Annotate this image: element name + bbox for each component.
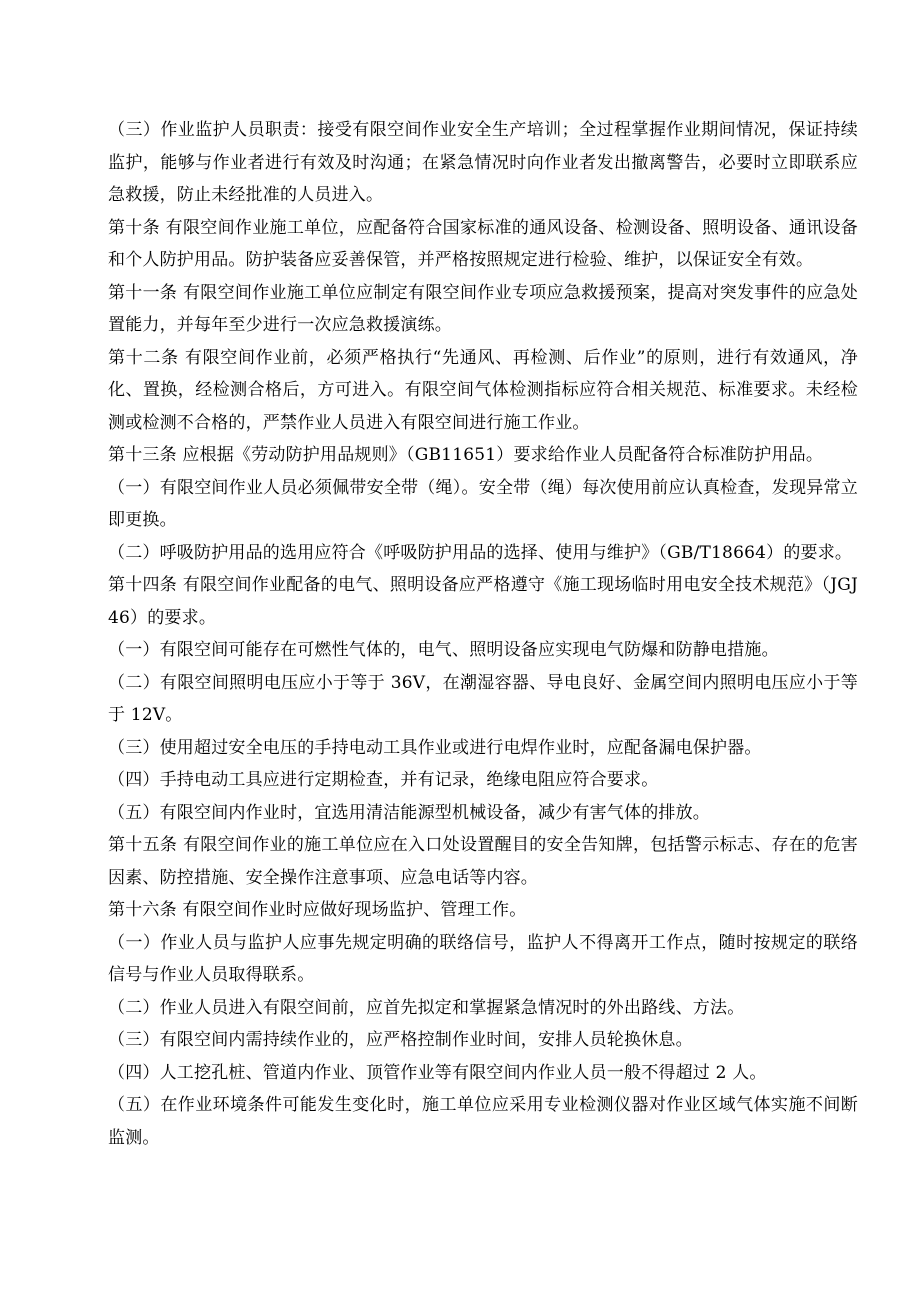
paragraph-article-14-item-4: （四）手持电动工具应进行定期检查，并有记录，绝缘电阻应符合要求。	[108, 770, 659, 790]
paragraph-article-15: 第十五条 有限空间作业的施工单位应在入口处设置醒目的安全告知牌，包括警示标志、存在的危害因素、防控措施、安全操作注意事项、应急电话等内容。	[108, 835, 858, 888]
paragraph-article-16-item-4: （四）人工挖孔桩、管道内作业、顶管作业等有限空间内作业人员一般不得超过 2 人。	[108, 1062, 767, 1083]
paragraph-article-16-item-2: （二）作业人员进入有限空间前，应首先拟定和掌握紧急情况时的外出路线、方法。	[108, 997, 745, 1018]
paragraph-article-13: 第十三条 应根据《劳动防护用品规则》（GB11651）要求给作业人员配备符合标准防护用品。	[108, 445, 824, 465]
paragraph-article-16: 第十六条 有限空间作业时应做好现场监护、管理工作。	[108, 900, 527, 920]
paragraph-article-14-item-2: （二）有限空间照明电压应小于等于 36V，在潮湿容器、导电良好、金属空间内照明电压应小于等于 12V。	[108, 672, 858, 725]
paragraph-article-14-item-1: （一）有限空间可能存在可燃性气体的，电气、照明设备应实现电气防爆和防静电措施。	[108, 640, 779, 660]
paragraph-article-16-item-1: （一）作业人员与监护人应事先规定明确的联络信号，监护人不得离开工作点，随时按规定的联络信号与作业人员取得联系。	[108, 932, 858, 985]
paragraph-article-14-item-5: （五）有限空间内作业时，宜选用清洁能源型机械设备，减少有害气体的排放。	[108, 802, 710, 823]
paragraph-article-10: 第十条 有限空间作业施工单位，应配备符合国家标准的通风设备、检测设备、照明设备、通讯设备和个人防护用品。防护装备应妥善保管，并严格按照规定进行检验、维护，以保证安全有效。	[108, 217, 858, 270]
paragraph-article-14: 第十四条 有限空间作业配备的电气、照明设备应严格遵守《施工现场临时用电安全技术规范》（JGJ46）的要求。	[108, 575, 858, 628]
paragraph-article-11: 第十一条 有限空间作业施工单位应制定有限空间作业专项应急救援预案，提高对突发事件的应急处置能力，并每年至少进行一次应急救援演练。	[108, 282, 858, 335]
paragraph-article-14-item-3: （三）使用超过安全电压的手持电动工具作业或进行电焊作业时，应配备漏电保护器。	[108, 737, 762, 758]
document-page	[108, 114, 858, 1154]
paragraph-article-16-item-3: （三）有限空间内需持续作业的，应严格控制作业时间，安排人员轮换休息。	[108, 1030, 693, 1050]
paragraph-article-16-item-5: （五）在作业环境条件可能发生变化时，施工单位应采用专业检测仪器对作业区域气体实施不间断监测。	[108, 1095, 858, 1148]
paragraph-article-13-item-1: （一）有限空间作业人员必须佩带安全带（绳）。安全带（绳）每次使用前应认真检查，发现异常立即更换。	[108, 477, 858, 530]
paragraph-article-13-item-2: （二）呼吸防护用品的选用应符合《呼吸防护用品的选择、使用与维护》（GB/T18664）的要求。	[108, 542, 853, 563]
paragraph-duty-3: （三）作业监护人员职责：接受有限空间作业安全生产培训；全过程掌握作业期间情况，保证持续监护，能够与作业者进行有效及时沟通；在紧急情况时向作业者发出撤离警告，必要时立即联系应急救援，防止未经批准的人员进入。	[108, 120, 858, 205]
paragraph-article-12: 第十二条 有限空间作业前，必须严格执行“先通风、再检测、后作业”的原则，进行有效通风，净化、置换，经检测合格后，方可进入。有限空间气体检测指标应符合相关规范、标准要求。未经检测或检测不合格的，严禁作业人员进入有限空间进行施工作业。	[108, 347, 858, 433]
